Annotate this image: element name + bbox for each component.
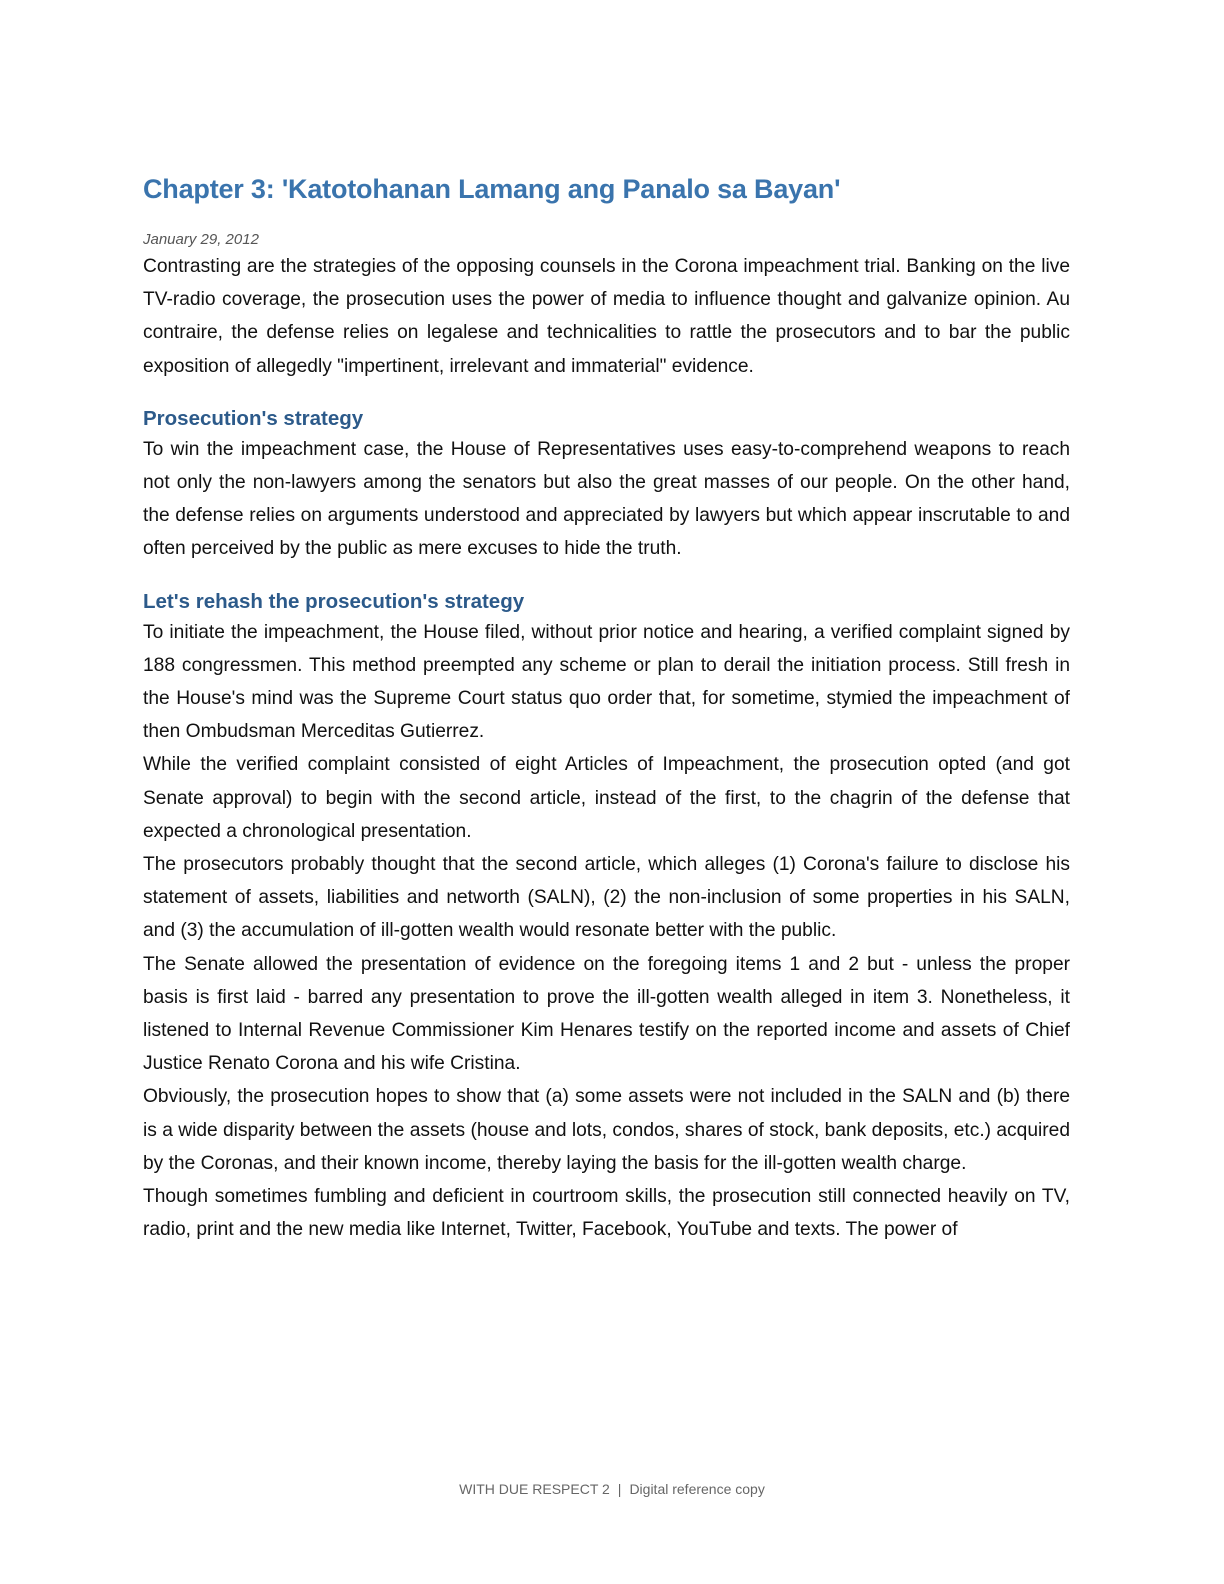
section-heading-prosecution-strategy: Prosecution's strategy (143, 406, 364, 430)
chapter-date: January 29, 2012 (143, 231, 259, 248)
paragraph-strategy: To win the impeachment case, the House of Representatives uses easy-to-comprehend weapons to reach not only the non-lawyers among the senators but also the great masses of our people. On the other hand, the defense relies on arguments understood and appreciated by lawyers but which appear inscrutable to and often perceived by the public as mere excuses to hide the truth. (143, 438, 1070, 560)
paragraph-second-article: The prosecutors probably thought that the second article, which alleges (1) Corona's failure to disclose his statement of assets, liabilities and networth (SALN), (2) the non-inclusion of some properties in his SALN, and (3) the accumulation of ill-gotten wealth would resonate better with the public. (143, 854, 1070, 942)
chapter-title: Chapter 3: 'Katotohanan Lamang ang Panalo sa Bayan' (143, 174, 841, 204)
paragraph-initiate: To initiate the impeachment, the House filed, without prior notice and hearing, a verified complaint signed by 188 congressmen. This method preempted any scheme or plan to derail the initiation process. Still fresh in the House's mind was the Supreme Court status quo order that, for sometime, stymied the impeachment of then Ombudsman Merceditas Gutierrez. (143, 621, 1070, 743)
page-footer (0, 1479, 1224, 1499)
paragraph-articles: While the verified complaint consisted of eight Articles of Impeachment, the prosecution opted (and got Senate approval) to begin with the second article, instead of the first, to the chagrin of the defense that expected a chronological presentation. (143, 754, 1070, 842)
paragraph-senate: The Senate allowed the presentation of evidence on the foregoing items 1 and 2 but - unless the proper basis is first laid - barred any presentation to prove the ill-gotten wealth alleged in item 3. Nonetheless, it listened to Internal Revenue Commissioner Kim Henares testify on the reported income and assets of Chief Justice Renato Corona and his wife Cristina. (143, 953, 1070, 1075)
document-page (143, 170, 1070, 1246)
paragraph-media: Though sometimes fumbling and deficient in courtroom skills, the prosecution still connected heavily on TV, radio, print and the new media like Internet, Twitter, Facebook, YouTube and texts. The power of (143, 1186, 1070, 1241)
paragraph-intro: Contrasting are the strategies of the opposing counsels in the Corona impeachment trial. Banking on the live TV-radio coverage, the prosecution uses the power of media to influence thought and galvanize opinion. Au contraire, the defense relies on legalese and technicalities to rattle the prosecutors and to bar the public exposition of allegedly "impertinent, irrelevant and immaterial" evidence. (143, 256, 1070, 377)
footer-separator: | (617, 1481, 622, 1497)
paragraph-obviously: Obviously, the prosecution hopes to show that (a) some assets were not included in the SALN and (b) there is a wide disparity between the assets (house and lots, condos, shares of stock, bank deposits, etc.) acquired by the Coronas, and their known income, thereby laying the basis for the ill-gotten wealth charge. (143, 1086, 1070, 1174)
section-heading-rehash: Let's rehash the prosecution's strategy (143, 589, 525, 613)
footer-note: Digital reference copy (629, 1481, 765, 1497)
footer-book-title: WITH DUE RESPECT 2 (459, 1481, 610, 1497)
